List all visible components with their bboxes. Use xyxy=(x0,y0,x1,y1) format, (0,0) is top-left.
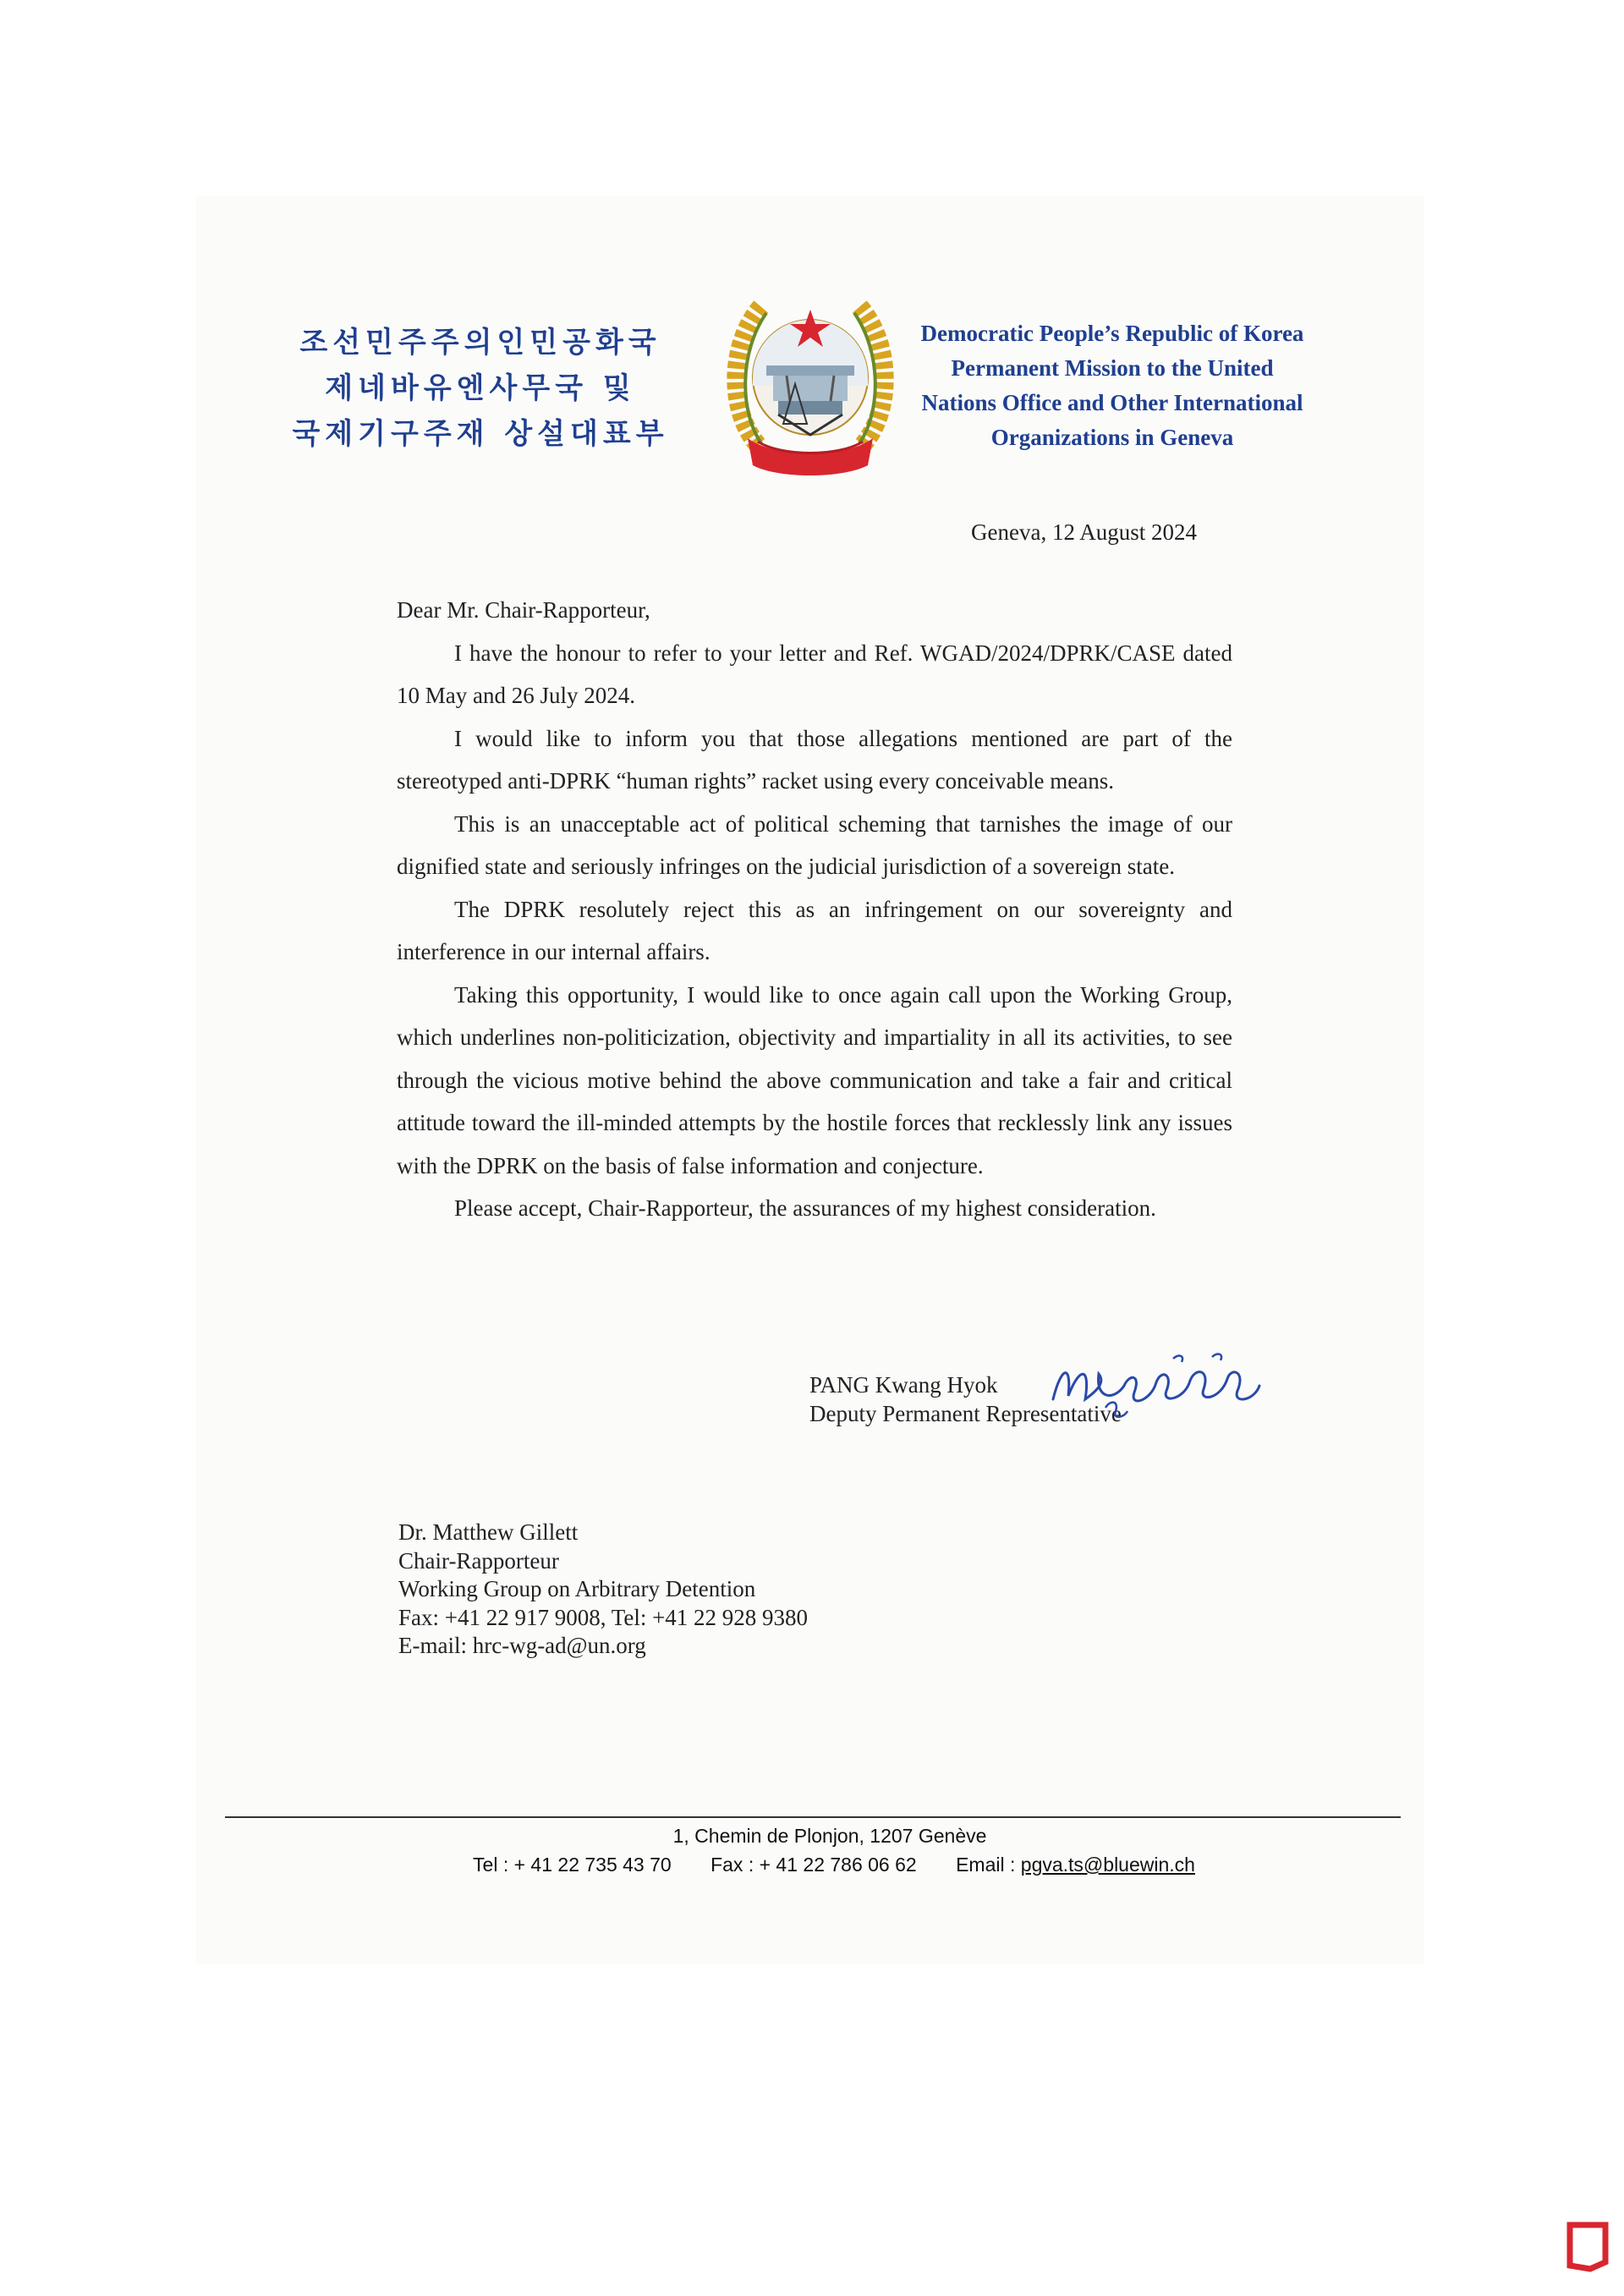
english-mission-header xyxy=(914,316,1311,455)
addressee-email: E-mail: hrc-wg-ad@un.org xyxy=(398,1633,646,1658)
body-paragraph-4: The DPRK resolutely reject this as an infringement on our sovereignty and interference in our internal affairs. xyxy=(397,896,1232,964)
body-paragraph-5: Taking this opportunity, I would like to once again call upon the Working Group, which underlines non-politicization, objectivity and impartiality in all its activities, to see through the vicious motive behind the above communication and take a fair and critical attitude toward the ill-minded attempts by the hostile forces that recklessly link any issues with the DPRK on the basis of false information and conjecture. xyxy=(397,981,1232,1178)
english-header-line-2: Permanent Mission to the United xyxy=(951,355,1274,381)
footer-email-label: Email : xyxy=(956,1854,1021,1876)
letter-date: Geneva, 12 August 2024 xyxy=(971,519,1197,545)
korean-header-line-1: 조선민주주의인민공화국 xyxy=(299,326,661,360)
footer-email-link[interactable]: pgva.ts@bluewin.ch xyxy=(1020,1854,1195,1876)
addressee-phone: Fax: +41 22 917 9008, Tel: +41 22 928 9380 xyxy=(398,1604,809,1630)
korean-header-line-2: 제네바유엔사무국 및 xyxy=(325,371,636,405)
korean-header-line-3: 국제기구주재 상설대표부 xyxy=(292,417,669,451)
footer-tel: Tel : + 41 22 735 43 70 xyxy=(473,1854,672,1876)
signatory-title: Deputy Permanent Representative xyxy=(809,1401,1122,1426)
footer-address: 1, Chemin de Plonjon, 1207 Genève xyxy=(672,1825,987,1847)
salutation: Dear Mr. Chair-Rapporteur, xyxy=(397,597,650,623)
korean-mission-header xyxy=(277,320,683,457)
addressee-block xyxy=(398,1519,808,1661)
state-emblem-icon xyxy=(724,284,897,487)
body-paragraph-1: I have the honour to refer to your letter and Ref. WGAD/2024/DPRK/CASE dated 10 May and 26 July 2024. xyxy=(397,640,1232,708)
english-header-line-3: Nations Office and Other International xyxy=(921,390,1303,415)
letter-body xyxy=(397,589,1232,1230)
footer-divider xyxy=(225,1816,1401,1818)
english-header-line-4: Organizations in Geneva xyxy=(990,425,1234,450)
signature-block xyxy=(809,1367,1283,1443)
signatory-name: PANG Kwang Hyok xyxy=(809,1372,998,1398)
addressee-name: Dr. Matthew Gillett xyxy=(398,1519,579,1545)
body-paragraph-6: Please accept, Chair-Rapporteur, the assurances of my highest consideration. xyxy=(454,1195,1156,1221)
english-header-line-1: Democratic People’s Republic of Korea xyxy=(920,321,1304,346)
corner-logo-icon xyxy=(1565,2218,1610,2272)
body-paragraph-3: This is an unacceptable act of political scheming that tarnishes the image of our dignified state and seriously infringes on the judicial jurisdiction of a sovereign state. xyxy=(397,810,1232,879)
addressee-organization: Working Group on Arbitrary Detention xyxy=(398,1576,756,1601)
footer-fax: Fax : + 41 22 786 06 62 xyxy=(710,1854,917,1876)
handwritten-signature xyxy=(1046,1348,1266,1425)
footer-contacts xyxy=(225,1850,1401,1879)
letterhead-footer xyxy=(225,1821,1401,1879)
addressee-title: Chair-Rapporteur xyxy=(398,1547,559,1574)
body-paragraph-2: I would like to inform you that those allegations mentioned are part of the stereotyped anti-DPRK “human rights” racket using every conceivable means. xyxy=(397,725,1232,794)
